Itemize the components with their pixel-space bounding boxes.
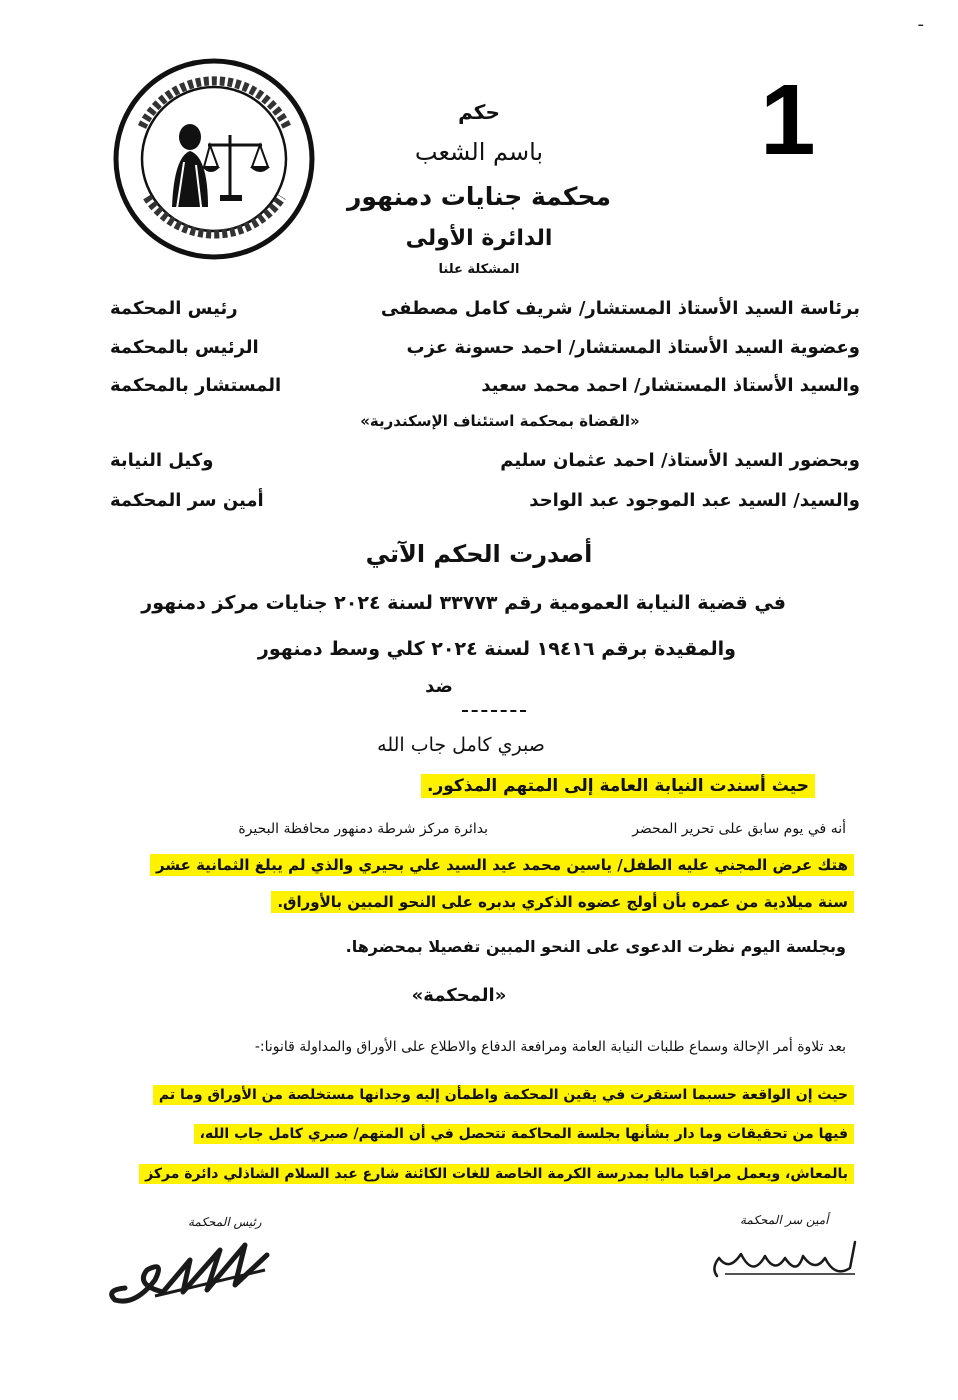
president-signature-icon bbox=[95, 1230, 285, 1310]
defendant-name: صبري كامل جاب الله bbox=[377, 734, 545, 756]
signature-label-president: رئيس المحكمة bbox=[188, 1215, 262, 1229]
facts-line-1 bbox=[153, 1087, 854, 1103]
panel-row-member-2 bbox=[110, 375, 860, 409]
short-title: حكم bbox=[458, 100, 500, 124]
facts-line-2 bbox=[194, 1126, 854, 1142]
charge-line-1 bbox=[150, 856, 854, 874]
corner-mark: - bbox=[917, 14, 924, 35]
facts-line-1-text: حيث إن الواقعة حسبما استقرت في يقين المحكمة واطمأن إليه وجدانها مستخلصة من الأوراق وما تم bbox=[153, 1085, 854, 1105]
charge-intro bbox=[421, 776, 815, 796]
judges-note: «القضاة بمحكمة استئناف الإسكندرية» bbox=[360, 412, 640, 430]
attendance-role: وكيل النيابة bbox=[110, 450, 214, 471]
after-reading: بعد تلاوة أمر الإحالة وسماع طلبات النيابة العامة ومرافعة الدفاع والاطلاع على الأوراق والمداولة قانونا:- bbox=[254, 1039, 846, 1055]
charge-line-2-text: سنة ميلادية من عمره بأن أولج عضوه الذكري بدبره على النحو المبين بالأوراق. bbox=[271, 891, 854, 913]
circuit-name: الدائرة الأولى bbox=[405, 226, 553, 251]
panel-role: رئيس المحكمة bbox=[110, 298, 238, 319]
panel-name: وعضوية السيد الأستاذ المستشار/ احمد حسونة عزب bbox=[406, 337, 860, 358]
case-line-1: في قضية النيابة العمومية رقم ٣٣٧٧٣ لسنة ٢٠٢٤ جنايات مركز دمنهور bbox=[141, 592, 786, 614]
attendance-row-secretary bbox=[110, 490, 860, 524]
verdict-heading: أصدرت الحكم الآتي bbox=[365, 540, 593, 568]
attendance-row-prosecutor bbox=[110, 450, 860, 484]
against-word: ضد bbox=[425, 676, 453, 697]
charge-line-1-text: هتك عرض المجني عليه الطفل/ ياسين محمد عيد السيد علي بحيري والذي لم يبلغ الثمانية عشر bbox=[150, 854, 854, 876]
attendance-name: والسيد/ السيد عبد الموجود عبد الواحد bbox=[529, 490, 860, 511]
secretary-signature-icon bbox=[705, 1228, 865, 1288]
charge-place: بدائرة مركز شرطة دمنهور محافظة البحيرة bbox=[238, 821, 488, 837]
attendance-name: وبحضور السيد الأستاذ/ احمد عثمان سليم bbox=[500, 450, 860, 471]
signature-label-secretary: أمين سر المحكمة bbox=[740, 1213, 829, 1227]
panel-name: والسيد الأستاذ المستشار/ احمد محمد سعيد bbox=[481, 375, 860, 396]
session-line: وبجلسة اليوم نظرت الدعوى على النحو المبين تفصيلا بمحضرها. bbox=[345, 937, 846, 956]
against-underline bbox=[462, 710, 526, 712]
page-number: 1 bbox=[760, 64, 816, 176]
panel-role: الرئيس بالمحكمة bbox=[110, 337, 259, 358]
panel-row-member-1 bbox=[110, 337, 860, 371]
formed-text: المشكلة علنا bbox=[438, 262, 520, 277]
court-heading: «المحكمة» bbox=[411, 985, 507, 1006]
name-of-people: باسم الشعب bbox=[414, 138, 544, 166]
charge-line-2 bbox=[271, 893, 854, 911]
panel-role: المستشار بالمحكمة bbox=[110, 375, 282, 396]
facts-line-3-text: بالمعاش، ويعمل مراقبا ماليا بمدرسة الكرمة الخاصة للغات الكائنة شارع عبد السلام الشاذلي دائرة مركز bbox=[139, 1164, 854, 1184]
facts-line-2-text: فيها من تحقيقات وما دار بشأنها بجلسة المحاكمة تتحصل في أن المتهم/ صبري كامل جاب الله، bbox=[194, 1124, 854, 1144]
court-name: محكمة جنايات دمنهور bbox=[347, 182, 611, 211]
case-line-2: والمقيدة برقم ١٩٤١٦ لسنة ٢٠٢٤ كلي وسط دمنهور bbox=[257, 638, 736, 660]
facts-line-3 bbox=[139, 1166, 854, 1182]
charge-time: أنه في يوم سابق على تحرير المحضر bbox=[632, 821, 846, 837]
panel-name: برئاسة السيد الأستاذ المستشار/ شريف كامل مصطفى bbox=[380, 298, 860, 319]
attendance-role: أمين سر المحكمة bbox=[110, 490, 264, 511]
panel-row-president bbox=[110, 298, 860, 332]
charge-intro-text: حيث أسندت النيابة العامة إلى المتهم المذكور. bbox=[421, 774, 815, 798]
